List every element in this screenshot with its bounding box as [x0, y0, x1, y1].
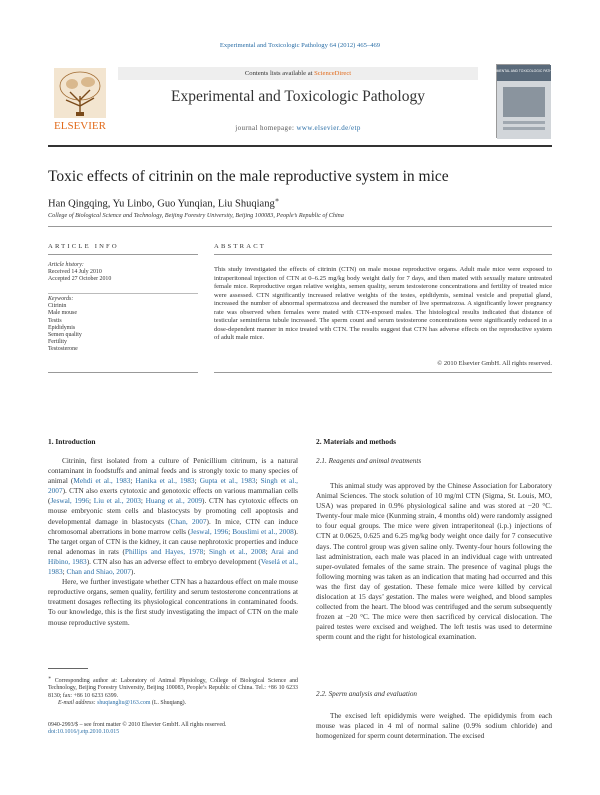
keyword: Semen quality	[48, 332, 82, 339]
abstract-heading: ABSTRACT	[214, 243, 267, 250]
journal-homepage	[118, 124, 478, 132]
citation-link[interactable]: Liu et al., 2003	[93, 496, 141, 506]
body-text: ;	[194, 476, 200, 486]
journal-title: Experimental and Toxicologic Pathology	[171, 88, 425, 105]
keyword: Male mouse	[48, 310, 77, 317]
issn-text: 0940-2993/$ – see front matter © 2010 Elsevier GmbH. All rights reserved.	[48, 722, 227, 728]
keywords-list	[48, 296, 198, 354]
contents-bar	[118, 67, 478, 80]
subsection-heading-reagents: 2.1. Reagents and animal treatments	[316, 457, 422, 465]
header-rule	[48, 145, 552, 147]
accepted-date: Accepted 27 October 2010	[48, 276, 112, 283]
introduction-body	[48, 456, 298, 628]
corresponding-author-footnote	[48, 675, 298, 708]
introduction-paragraph-1	[48, 456, 298, 577]
citation-link[interactable]: Arai and Hibino, 1983	[48, 546, 299, 566]
article-title: Toxic effects of citrinin on the male reproductive system in mice	[48, 168, 449, 185]
authors-text: Han Qingqing, Yu Linbo, Guo Yunqian, Liu Shuqiang	[48, 198, 275, 210]
homepage-link[interactable]: www.elsevier.de/etp	[296, 124, 361, 132]
email-after: (L. Shuqiang).	[150, 700, 187, 707]
divider	[48, 226, 552, 227]
body-text: ). CTN has cytotoxic effects on mouse embryonic stem cells and blastocysts by promoting cell apoptosis and developmental damage in blastocysts (	[48, 496, 298, 526]
received-date: Received 14 July 2010	[48, 269, 102, 276]
citation-link[interactable]: Chan, 2007	[170, 516, 207, 526]
issn-line	[48, 722, 298, 737]
affiliation: College of Biological Science and Technology, Beijing Forestry University, Beijing 100083, People’s Republic of China	[48, 212, 344, 219]
body-text: ). CTN also exerts cytotoxic and genotoxic effects on various mammalian cells (	[48, 486, 298, 506]
citation-link[interactable]: Mehdi et al., 1983	[73, 476, 131, 486]
citation-link[interactable]: Jeswal, 1996	[190, 526, 229, 536]
citation-link[interactable]: Gupta et al., 1983	[199, 476, 256, 486]
email-label: E-mail address:	[58, 700, 98, 707]
body-text: ;	[255, 476, 261, 486]
keyword: Citrinin	[48, 303, 67, 310]
keywords-label: Keywords:	[48, 296, 74, 302]
citation-link[interactable]: Hanika et al., 1983	[135, 476, 195, 486]
divider	[48, 293, 198, 294]
footnote-text: Corresponding author at: Laboratory of Animal Physiology, College of Biological Science and Technology, Beijing Forestry University, Beijing 100083, People’s Republic of China. Tel.: +86 10 6233 8130; fax: +86 10 6233 6399.	[48, 677, 298, 699]
body-text: ;	[89, 496, 94, 506]
subsection-heading-sperm-analysis: 2.2. Sperm analysis and evaluation	[316, 690, 418, 698]
citation-link[interactable]: Bouslimi et al., 2008	[232, 526, 294, 536]
abstract-copyright: © 2010 Elsevier GmbH. All rights reserved.	[437, 360, 552, 367]
journal-reference[interactable]: Experimental and Toxicologic Pathology 64 (2012) 465–469	[219, 42, 381, 49]
citation-link[interactable]: Jeswal, 1996	[50, 496, 90, 506]
citation-link[interactable]: Huang et al., 2009	[145, 496, 203, 506]
body-text: ;	[140, 496, 146, 506]
methods-body	[316, 481, 552, 643]
footnote-rule	[48, 668, 88, 669]
sciencedirect-link[interactable]: ScienceDirect	[314, 70, 352, 77]
divider	[48, 372, 198, 373]
article-info-heading: ARTICLE INFO	[48, 243, 119, 250]
section-heading-introduction: 1. Introduction	[48, 437, 96, 446]
body-text: ). CTN also has an adverse effect to embryo development (	[86, 556, 261, 566]
elsevier-tree-logo	[48, 66, 112, 134]
body-text: ;	[203, 546, 209, 556]
body-text: ). In mice, CTN can induce chromosomal aberrations in bone marrow cells (	[48, 516, 298, 536]
author-list	[48, 196, 279, 210]
citation-link[interactable]: Chan and Shiao, 2007	[66, 567, 131, 577]
divider	[48, 254, 198, 255]
body-text: ;	[265, 546, 271, 556]
history-label: Article history:	[48, 262, 84, 268]
divider	[214, 254, 552, 255]
elsevier-logo-text: ELSEVIER	[54, 120, 106, 132]
body-text: Citrinin, first isolated from a culture of Penicillium citrinum, is a natural contaminant in foodstuffs and animal feeds and is strongly toxic to many species of animal (	[48, 456, 298, 486]
abstract-text: This study investigated the effects of citrinin (CTN) on male mouse reproductive organs. Adult male mice were exposed to intraperitoneal injection of CTN at 0–6.25 mg/kg body weight daily for 7 days, and then mated with sexually mature untreated female mice. Reproductive organ relative weights, semen quality, serum testosterone concentrations and fertility of treated mice were assessed. CTN significantly increased relative weights of the testes, epididymis, seminal vesicle and preputial gland, increased the number of abnormal spermatozoa and decreased the number of live spermatozoa. A significantly lower pregnancy rate was observed when females were mated with CTN-exposed males. The histological results indicated that distance of testicular seminiferus tubule increased. The sperm count and serum testosterone concentrations were significantly reduced in a dose-dependent manner in mice treated with CTN. The results suggest that CTN has adverse effects on the reproductive system of adult male mice.	[214, 266, 552, 342]
introduction-paragraph-2: Here, we further investigate whether CTN has a hazardous effect on male mouse reproductive organs, semen quality, fertility and serum testosterone concentrations at treatment dosages reflecting its physiological concentrations in contaminated foods. To our knowledge, this is the first study investigating the impact of CTN on the male mouse reproductive system.	[48, 577, 298, 627]
body-text: ). The target organ of CTN is the kidney, it can cause nephrotoxic properties and induce renal adenomas in rats (	[48, 526, 298, 556]
contents-label: Contents lists available at	[244, 70, 315, 77]
body-text: ;	[228, 526, 233, 536]
sperm-paragraph-1: The excised left epididymis were weighed. The epididymis from each mouse was placed in 4 ml of normal saline (0.9% sodium chloride) and homogenized for sperm count determination. The excised	[316, 711, 552, 741]
body-text: ).	[130, 567, 136, 577]
corresponding-author-mark[interactable]: ∗	[274, 196, 280, 204]
cover-title: EXPERIMENTAL AND TOXICOLOGIC PATHOLOGY	[484, 69, 564, 73]
citation-link[interactable]: Phillips and Hayes, 1978	[124, 546, 204, 556]
methods-paragraph-1: This animal study was approved by the Chinese Association for Laboratory Animal Sciences. The stock solution of 10 mg/ml CTN (Sigma, St. Louis, MO, USA) was prepared in 0.9% physiological saline and was stored at −20 °C. Twenty-four male mice (Kunming strain, 4 months old) were randomly assigned to four equal groups. The mice were given intraperitoneal (i.p.) injections of CTN at 0.0625, 0.625 and 6.25 mg/kg body weight once daily for 7 consecutive days. The control group was given saline only. Twenty-four hours following the last administration, each male was placed in an individual cage with untreated super-ovulated females of the same strain. The presence of vaginal plugs the following morning was taken as an indication that mating had occurred and this was the first day of gestation. These female mice were killed by cervical dislocation at 15 days’ gestation. The males were weighed, and blood samples collected from the heart. The blood was centrifuged and the serum subsequently frozen at −20 °C. The mice were then sacrificed by cervical dislocation. The paired testes were excised and weighed. The left testis was used to determine sperm count and the right for histological examination.	[316, 481, 552, 642]
email-link[interactable]: shuqiangliu@163.com	[97, 700, 151, 707]
divider	[214, 372, 552, 373]
body-text: ;	[62, 567, 67, 577]
journal-cover-thumbnail	[484, 64, 564, 138]
doi-link[interactable]: doi:10.1016/j.etp.2010.10.015	[48, 729, 120, 736]
citation-link[interactable]: Singh et al., 2008	[208, 546, 266, 556]
body-text: ;	[130, 476, 136, 486]
citation-link[interactable]: Singh et al., 2007	[48, 476, 298, 496]
homepage-label: journal homepage:	[235, 124, 297, 132]
section-heading-methods: 2. Materials and methods	[316, 437, 397, 446]
article-history	[48, 262, 198, 284]
sperm-analysis-body	[316, 711, 552, 741]
citation-link[interactable]: Veselá et al., 1983	[48, 556, 299, 577]
keyword: Testosterone	[48, 346, 78, 353]
keyword: Epididymis	[48, 324, 76, 331]
footnote-mark: ∗	[48, 676, 52, 681]
keyword: Testis	[48, 317, 62, 324]
keyword: Fertility	[48, 339, 67, 346]
